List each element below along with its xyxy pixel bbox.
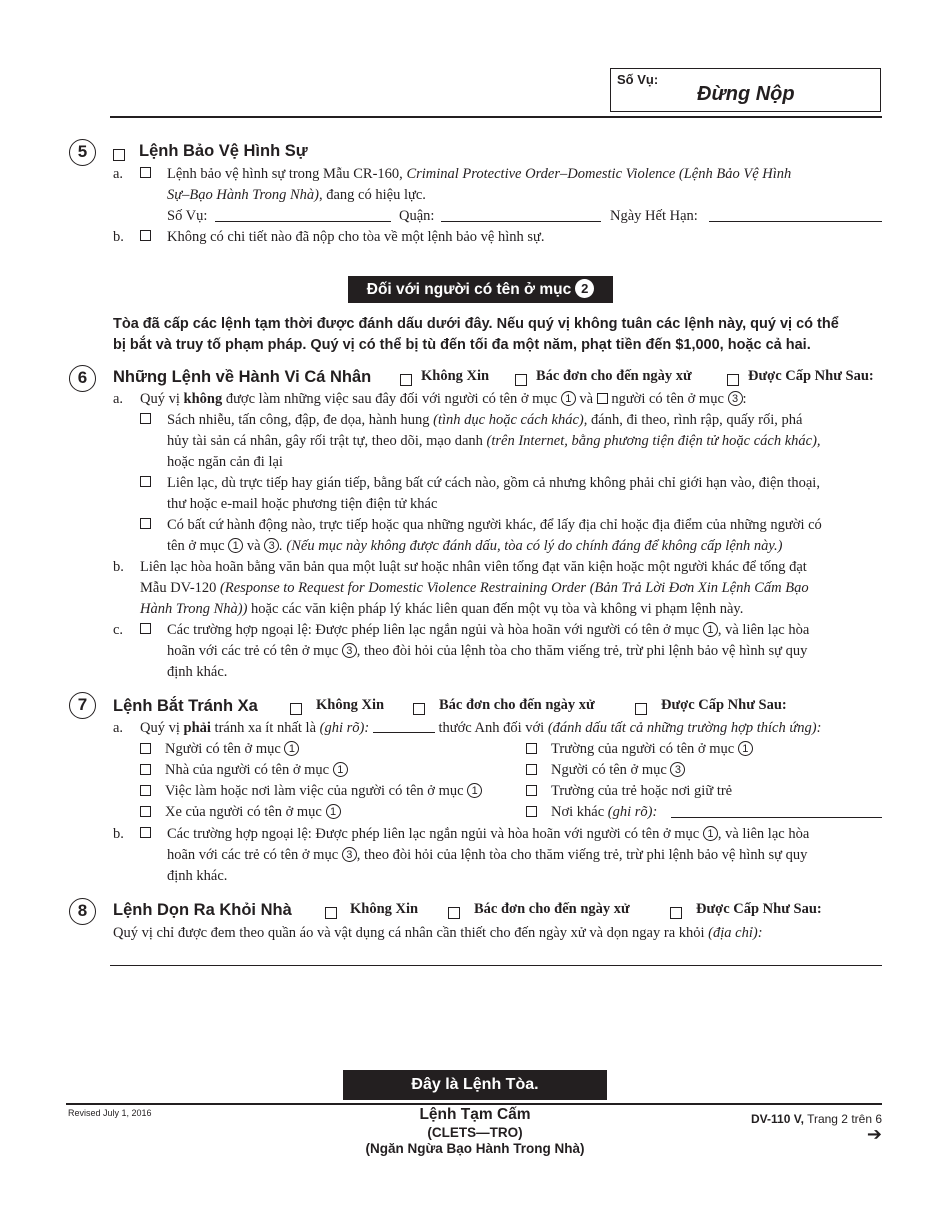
section-8-title: Lệnh Dọn Ra Khỏi Nhà	[113, 901, 292, 919]
s7-left-circle: 1	[333, 762, 348, 777]
footer-title-2: (CLETS—TRO)	[427, 1125, 523, 1140]
s7-b-line3: định khác.	[167, 868, 228, 884]
s6-i2-line1: Liên lạc, dù trực tiếp hay gián tiếp, bằng bất cứ cách nào, gồm cả nhưng không phải chỉ giới hạn vào, điện thoại,	[167, 475, 820, 491]
section-5-checkbox[interactable]	[113, 147, 125, 165]
s7-right-item-other	[526, 802, 657, 823]
s6-a-p3: người có tên ở mục	[611, 391, 724, 407]
s6-b-l3a: Hành Trong Nhà))	[140, 601, 248, 617]
s7-right-item	[526, 760, 685, 781]
s7-other-hint: (ghi rõ):	[607, 804, 658, 820]
s6-a-circle-1: 1	[561, 391, 576, 406]
form-page-info	[751, 1112, 882, 1126]
person-2-circle: 2	[575, 279, 594, 298]
s6-c-l1a: Các trường hợp ngoại lệ: Được phép liên lạc ngắn ngủi và hòa hoãn với người có tên ở mục	[167, 622, 700, 638]
s8-opt-no-checkbox[interactable]	[325, 905, 337, 923]
s5-a-l2b: , đang có hiệu lực.	[318, 187, 426, 203]
s6-a-colon: :	[742, 391, 747, 407]
person-2-banner	[348, 276, 613, 303]
s8-opt-no-label: Không Xin	[350, 901, 419, 917]
s6-c-circle-1: 1	[703, 622, 718, 637]
s7-right-checkbox[interactable]	[526, 743, 537, 754]
s6-i1-l2b: (trên Internet, bằng phương tiện điện tử hoặc cách khác),	[486, 433, 821, 449]
revised-date: Revised July 1, 2016	[68, 1108, 152, 1118]
s6-a-label: a.	[113, 391, 124, 407]
s7-a-p2: tránh xa ít nhất là	[210, 720, 320, 736]
s7-right-checkbox[interactable]	[526, 785, 537, 796]
s6-b-l2b: (Response to Request for Domestic Violence Restraining Order (Bản Trả Lời Đơn Xin Lệnh Cấm Bạo	[220, 580, 809, 596]
s7-a-distance-field[interactable]	[373, 719, 435, 733]
s6-b-l3b: hoặc các văn kiện pháp lý khác liên quan đến một vụ tòa và không vi phạm lệnh này.	[247, 601, 744, 617]
s6-a-p1: Quý vị	[140, 391, 184, 407]
s5-b-checkbox[interactable]	[140, 227, 151, 245]
s7-right-checkbox[interactable]	[526, 764, 537, 775]
case-number-label: Số Vụ:	[617, 72, 659, 87]
s5-a-line2	[167, 185, 426, 206]
person-2-banner-text: Đối với người có tên ở mục	[366, 281, 572, 298]
s7-left-text: Việc làm hoặc nơi làm việc của người có tên ở mục	[165, 783, 464, 799]
s7-b-l1a: Các trường hợp ngoại lệ: Được phép liên lạc ngắn ngủi và hòa hoãn với người có tên ở mục	[167, 826, 700, 842]
s5-a-l1b: Criminal Protective Order–Domestic Violence (Lệnh Bảo Vệ Hình	[406, 166, 792, 182]
s5-a-line1	[167, 164, 791, 185]
case-number-value[interactable]: Đừng Nộp	[697, 83, 795, 105]
s6-c-l2b: , theo đòi hỏi của lệnh tòa cho thăm viếng trẻ, trừ phi lệnh bảo vệ hình sự quy	[356, 643, 808, 659]
s7-a-label: a.	[113, 720, 124, 736]
s7-left-checkbox[interactable]	[140, 785, 151, 796]
s7-left-item	[140, 781, 482, 802]
s7-left-circle: 1	[284, 741, 299, 756]
s6-b-line2	[140, 578, 809, 599]
s6-opt-no-checkbox[interactable]	[400, 372, 412, 390]
s6-c-line1	[167, 620, 809, 641]
s7-left-circle: 1	[326, 804, 341, 819]
s6-i1-line2	[167, 431, 821, 452]
s7-a-line	[140, 718, 821, 739]
s7-a-it2: (đánh dấu tất cả những trường hợp thích ứng):	[547, 720, 822, 736]
s5-county-field[interactable]	[441, 221, 601, 222]
s8-address-field[interactable]	[110, 965, 882, 966]
s5-b-text: Không có chi tiết nào đã nộp cho tòa về một lệnh bảo vệ hình sự.	[167, 229, 545, 245]
s5-a-label: a.	[113, 166, 124, 182]
s6-c-circle-3: 3	[342, 643, 357, 658]
s6-a-checkbox[interactable]	[597, 393, 608, 404]
s6-i3-l2a: tên ở mục	[167, 538, 225, 554]
s6-i3-circle-1: 1	[228, 538, 243, 553]
s6-a-p2: được làm những việc sau đây đối với người có tên ở mục	[222, 391, 558, 407]
s5-case-no-label: Số Vụ:	[167, 208, 208, 224]
s7-opt-denied-label: Bác đơn cho đến ngày xử	[439, 697, 595, 713]
footer-title-3: (Ngăn Ngừa Bạo Hành Trong Nhà)	[365, 1141, 585, 1156]
next-page-arrow-icon[interactable]: ➔	[866, 1124, 882, 1144]
s7-right-text: Trường của trẻ hoặc nơi giữ trẻ	[551, 783, 733, 799]
s5-case-no-field[interactable]	[215, 221, 391, 222]
s6-i3-and: và	[246, 538, 261, 554]
s7-other-text: Nơi khác	[551, 804, 608, 820]
s6-a-bold: không	[183, 391, 223, 407]
s5-expire-label: Ngày Hết Hạn:	[610, 208, 698, 224]
s5-expire-field[interactable]	[709, 221, 882, 222]
s6-b-line3	[140, 599, 743, 620]
s6-c-line2	[167, 641, 807, 662]
s7-left-text: Xe của người có tên ở mục	[165, 804, 322, 820]
s7-left-text: Người có tên ở mục	[165, 741, 281, 757]
s7-b-checkbox[interactable]	[140, 824, 151, 842]
s5-a-l1a: Lệnh bảo vệ hình sự trong Mẫu CR-160,	[167, 166, 407, 182]
s8-opt-denied-checkbox[interactable]	[448, 905, 460, 923]
s7-opt-no-checkbox[interactable]	[290, 701, 302, 719]
section-5-number: 5	[69, 139, 96, 166]
s7-left-checkbox[interactable]	[140, 743, 151, 754]
s7-a-p1: Quý vị	[140, 720, 184, 736]
s7-opt-granted-label: Được Cấp Như Sau:	[661, 697, 787, 713]
s7-a-bold: phải	[183, 720, 211, 736]
section-5-title: Lệnh Bảo Vệ Hình Sự	[139, 142, 308, 160]
s6-i3-l2b: . (Nếu mục này không được đánh dấu, tòa có lý do chính đáng để không cấp lệnh này.)	[279, 538, 783, 554]
s7-left-text: Nhà của người có tên ở mục	[165, 762, 330, 778]
s7-right-item	[526, 781, 732, 802]
s7-a-it1: (ghi rõ):	[319, 720, 370, 736]
page-number: Trang 2 trên 6	[803, 1112, 882, 1126]
s6-c-l2a: hoãn với các trẻ có tên ở mục	[167, 643, 339, 659]
s6-i1-line3: hoặc ngăn cản đi lại	[167, 454, 283, 470]
s6-i3-checkbox[interactable]	[140, 515, 151, 533]
s7-left-item	[140, 739, 299, 760]
s7-opt-granted-checkbox[interactable]	[635, 701, 647, 719]
s8-opt-granted-label: Được Cấp Như Sau:	[696, 901, 822, 917]
s7-b-line1	[167, 824, 809, 845]
s7-right-checkbox[interactable]	[526, 806, 537, 817]
s7-opt-denied-checkbox[interactable]	[413, 701, 425, 719]
s7-opt-no-label: Không Xin	[316, 697, 385, 713]
s6-opt-denied-checkbox[interactable]	[515, 372, 527, 390]
s6-a-circle-3: 3	[728, 391, 743, 406]
s5-a-checkbox[interactable]	[140, 164, 151, 182]
s6-b-l2a: Mẫu DV-120	[140, 580, 221, 596]
s7-b-l2b: , theo đòi hỏi của lệnh tòa cho thăm viếng trẻ, trừ phi lệnh bảo vệ hình sự quy	[356, 847, 808, 863]
s6-i1-l1a: Sách nhiễu, tấn công, đập, đe dọa, hành hung	[167, 412, 434, 428]
s7-right-text: Người có tên ở mục	[551, 762, 667, 778]
s6-i1-l2a: hủy tài sản cá nhân, gây rối trật tự, theo dõi, mạo danh	[167, 433, 487, 449]
s7-a-p3: thước Anh đối với	[438, 720, 548, 736]
section-7-title: Lệnh Bắt Tránh Xa	[113, 697, 258, 715]
section-6-title: Những Lệnh về Hành Vi Cá Nhân	[113, 368, 372, 386]
s6-i3-line1: Có bất cứ hành động nào, trực tiếp hoặc qua những người khác, để lấy địa chỉ hoặc địa điểm của những người có	[167, 517, 822, 533]
s7-b-circle-1: 1	[703, 826, 718, 841]
s6-opt-granted-checkbox[interactable]	[727, 372, 739, 390]
s6-i3-line2	[167, 536, 782, 557]
s7-b-circle-3: 3	[342, 847, 357, 862]
s8-line1	[113, 923, 763, 944]
s6-opt-denied-label: Bác đơn cho đến ngày xử	[536, 368, 692, 384]
section-8-number: 8	[69, 898, 96, 925]
s7-b-line2	[167, 845, 807, 866]
s6-i3-circle-3: 3	[264, 538, 279, 553]
section-6-number: 6	[69, 365, 96, 392]
s5-a-l2a: Sự–Bạo Hành Trong Nhà)	[167, 187, 319, 203]
s7-b-label: b.	[113, 826, 124, 842]
s7-right-item	[526, 739, 753, 760]
s7-b-l2a: hoãn với các trẻ có tên ở mục	[167, 847, 339, 863]
s6-c-l1b: , và liên lạc hòa	[717, 622, 810, 638]
s8-opt-denied-label: Bác đơn cho đến ngày xử	[474, 901, 630, 917]
s6-opt-granted-label: Được Cấp Như Sau:	[748, 368, 874, 384]
s6-i1-l1b: (tình dục hoặc cách khác),	[433, 412, 588, 428]
s6-i1-line1	[167, 410, 802, 431]
s6-i1-l1c: đánh, đi theo, rình rập, quấy rối, phá	[587, 412, 803, 428]
s6-c-label: c.	[113, 622, 124, 638]
footer-title-1: Lệnh Tạm Cấm	[419, 1106, 531, 1123]
court-order-banner: Đây là Lệnh Tòa.	[343, 1070, 607, 1100]
s6-c-line3: định khác.	[167, 664, 228, 680]
warning-line1: Tòa đã cấp các lệnh tạm thời được đánh dấu dưới đây. Nếu quý vị không tuân các lệnh này, quý vị có thể	[113, 316, 839, 332]
s7-b-l1b: , và liên lạc hòa	[717, 826, 810, 842]
s7-right-circle: 1	[738, 741, 753, 756]
s6-a-line	[140, 389, 747, 410]
s6-opt-no-label: Không Xin	[421, 368, 490, 384]
section-7-number: 7	[69, 692, 96, 719]
s6-a-and: và	[579, 391, 594, 407]
top-rule	[110, 116, 882, 118]
s7-left-item	[140, 802, 341, 823]
s7-left-item	[140, 760, 348, 781]
s7-other-field[interactable]	[671, 817, 882, 818]
s6-c-checkbox[interactable]	[140, 620, 151, 638]
s6-i2-line2: thư hoặc e-mail hoặc phương tiện điện tử khác	[167, 496, 438, 512]
s7-left-circle: 1	[467, 783, 482, 798]
footer-rule	[66, 1103, 882, 1105]
warning-line2: bị bắt và truy tố phạm pháp. Quý vị có thể bị tù đến tối đa một năm, phạt tiền đến $1,000, hoặc cả hai.	[113, 337, 811, 353]
s7-right-text: Trường của người có tên ở mục	[551, 741, 735, 757]
s6-b-label: b.	[113, 559, 124, 575]
s7-left-checkbox[interactable]	[140, 764, 151, 775]
s6-i2-checkbox[interactable]	[140, 473, 151, 491]
s7-left-checkbox[interactable]	[140, 806, 151, 817]
s5-county-label: Quận:	[399, 208, 435, 224]
s8-l1a: Quý vị chỉ được đem theo quần áo và vật dụng cá nhân cần thiết cho đến ngày xử và dọn ngay ra khỏi	[113, 925, 709, 941]
s8-l1b: (địa chỉ):	[708, 925, 763, 941]
s6-b-line1: Liên lạc hòa hoãn bằng văn bản qua một luật sư hoặc nhân viên tống đạt văn kiện hoặc một người khác để tống đạt	[140, 559, 807, 575]
s8-opt-granted-checkbox[interactable]	[670, 905, 682, 923]
case-number-box	[610, 68, 881, 112]
s6-i1-checkbox[interactable]	[140, 410, 151, 428]
s7-right-circle: 3	[670, 762, 685, 777]
form-id: DV-110 V,	[751, 1112, 804, 1126]
s5-b-label: b.	[113, 229, 124, 245]
